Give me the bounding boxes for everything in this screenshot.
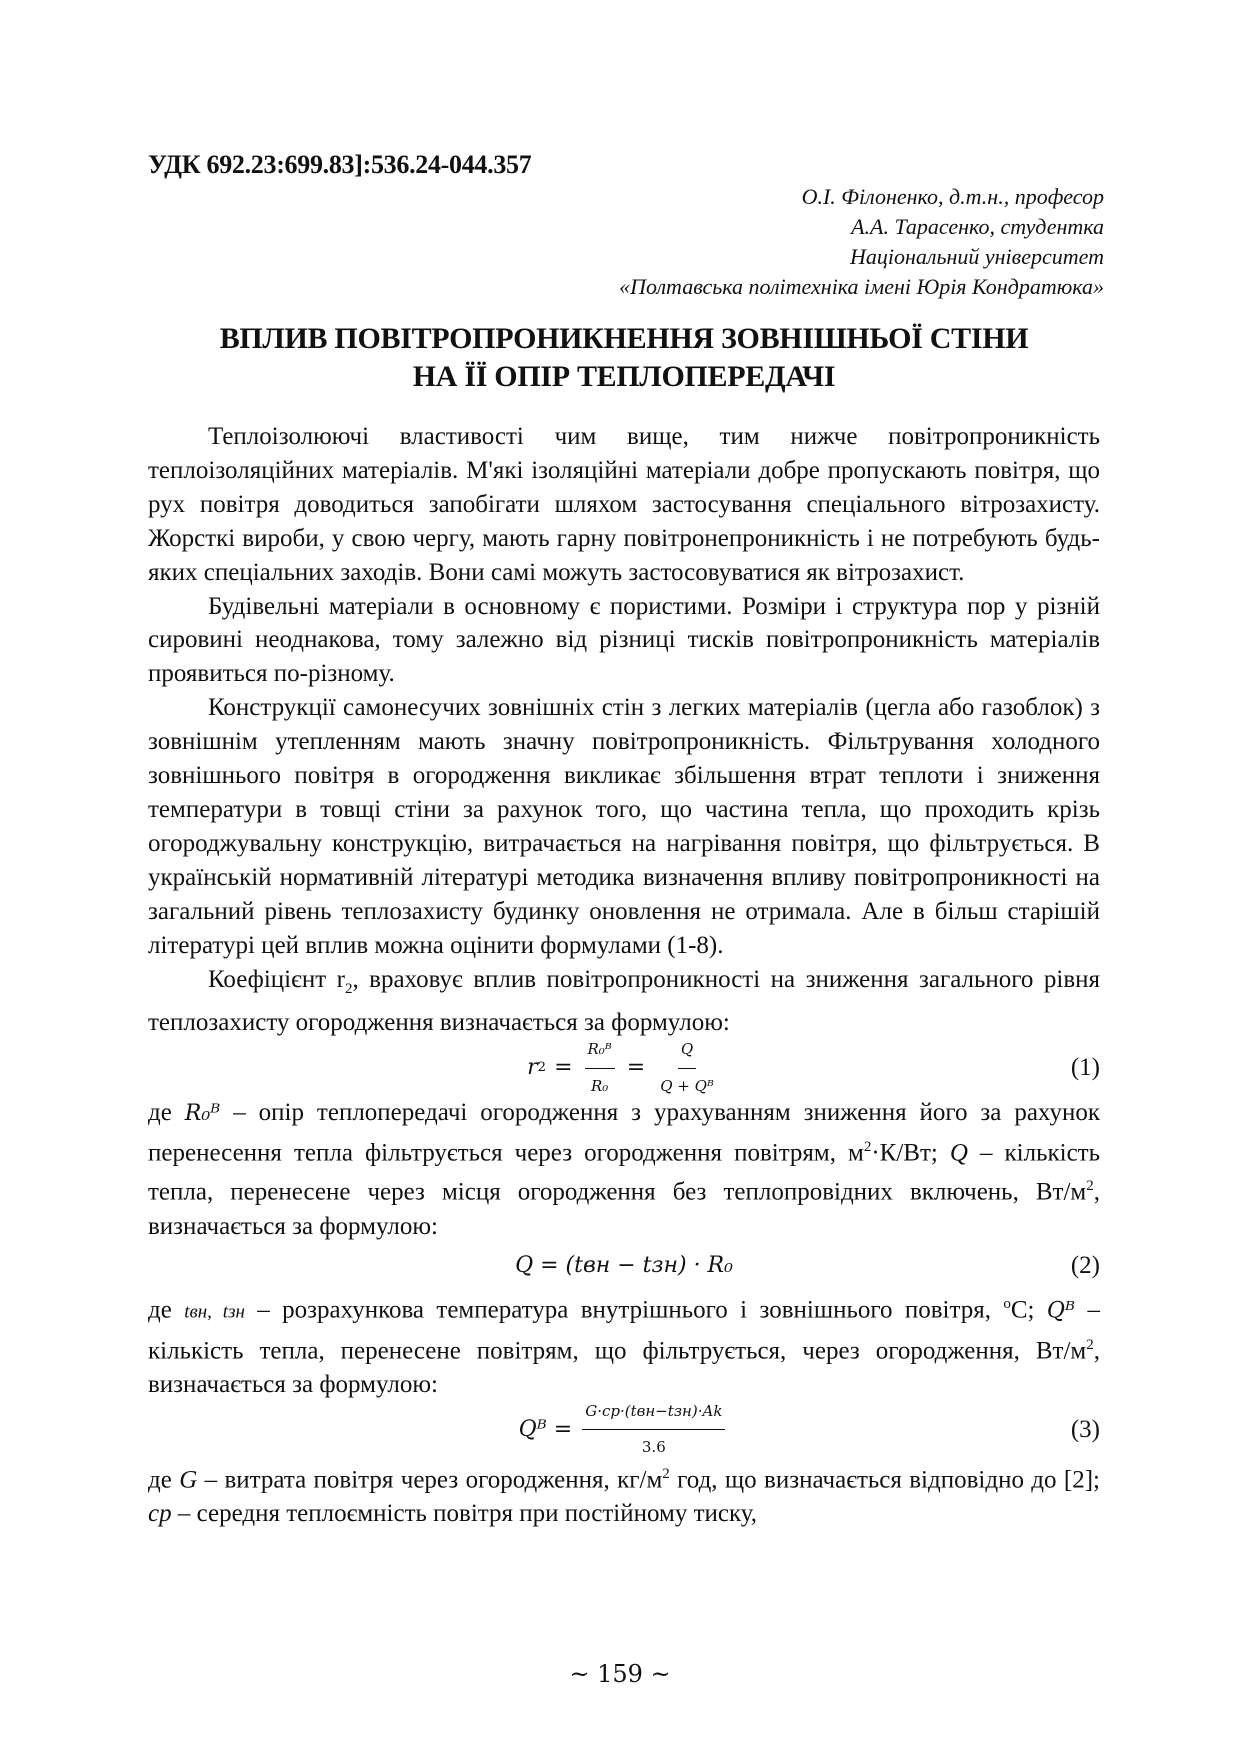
formula-subscript: 2 <box>537 1060 547 1076</box>
formula-number: (3) <box>1070 1416 1100 1444</box>
text: – середня теплоємність повітря при постійному тиску, <box>171 1500 758 1528</box>
formula-number: (1) <box>1070 1054 1100 1082</box>
author-2: А.А. Тарасенко, студентка <box>851 214 1104 239</box>
text: – опір теплопередачі огородження з урахуванням зниження його за рахунок перенесення тепла фільтрується через огородження повітрям, м <box>148 1099 1100 1167</box>
text: де <box>148 1295 185 1323</box>
fraction-2 <box>657 1033 717 1104</box>
paragraph-5 <box>148 1096 1100 1243</box>
paragraph-3: Конструкції самонесучих зовнішніх стін з легких матеріалів (цегла або газоблок) з зовнішнім утепленням мають значну повітропроникність. Фільтрування холодного зовнішнього повітря в огородження викликає збільшення втрат теплоти і зниження температури в товщі стіни за рахунок того, що частина тепла, що проходить крізь огороджувальну конструкцію, витрачається на нагрівання повітря, що фільтрується. В українській нормативній літературі методика визначення впливу повітропроникності на загальний рівень теплозахисту будинку оновлення не отримала. Але в більш старішій літературі цей вплив можна оцінити формулами (1-8). <box>148 694 1100 959</box>
text: – кількість тепла, перенесене повітрям, що фільтрується, через огородження, Вт/м <box>148 1295 1100 1365</box>
paragraph-7 <box>148 1458 1100 1531</box>
symbol: tвн, tзн <box>184 1300 245 1322</box>
formula-lhs: Qᴮ = <box>518 1417 573 1443</box>
text: год, що визначається відповідно до [2]; <box>669 1466 1100 1494</box>
superscript: 2 <box>1086 1336 1094 1353</box>
text: де <box>148 1099 185 1127</box>
text: С; <box>1010 1295 1047 1323</box>
denominator: R₀ <box>590 1076 609 1095</box>
formula-2 <box>148 1244 1100 1288</box>
authors-block <box>619 182 1104 302</box>
udk-code: УДК 692.23:699.83]:536.24-044.357 <box>148 150 532 179</box>
formula-number: (2) <box>1070 1251 1100 1279</box>
text: – кількість тепла, перенесене через місця огородження без теплопровідних включень, Вт/м <box>148 1139 1101 1206</box>
affiliation-2: «Полтавська політехніка імені Юрія Кондратюка» <box>619 274 1104 299</box>
denominator: Q + Qᴮ <box>660 1076 714 1095</box>
text: ·К/Вт; <box>871 1139 950 1167</box>
formula-symbol: r <box>527 1055 538 1081</box>
numerator: R₀ᴮ <box>585 1033 615 1069</box>
text: – витрата повітря через огородження, кг/м <box>197 1466 663 1494</box>
superscript: 2 <box>662 1465 670 1482</box>
text: – розрахункова температура внутрішнього і зовнішнього повітря, <box>244 1295 1004 1323</box>
title-line-1: ВПЛИВ ПОВІТРОПРОНИКНЕННЯ ЗОВНІШНЬОЇ СТІНИ <box>219 322 1029 355</box>
page-number: ~ 159 ~ <box>569 1660 671 1688</box>
symbol: R₀ᴮ <box>184 1101 221 1127</box>
denominator: 3.6 <box>641 1438 666 1457</box>
subscript: 2 <box>344 980 353 997</box>
symbol: cp <box>148 1500 172 1528</box>
paper-title <box>148 320 1100 396</box>
paragraph-6 <box>148 1288 1100 1402</box>
text: , враховує вплив повітропроникності на зниження загального рівня теплозахисту огородження визначається за формулою: <box>148 965 1100 1037</box>
formula-expression: Q = (tвн − tзн) · R₀ <box>515 1252 733 1278</box>
numerator: G·cp·(tвн−tзн)·Ak <box>582 1395 725 1431</box>
affiliation-1: Національний університет <box>849 244 1104 269</box>
symbol: Q <box>949 1139 968 1167</box>
equals-sign: = <box>554 1055 573 1081</box>
formula-3 <box>148 1402 1100 1458</box>
symbol: G <box>179 1466 198 1494</box>
numerator: Q <box>678 1033 696 1069</box>
text: Коефіцієнт r <box>208 965 345 993</box>
fraction-1 <box>585 1033 615 1104</box>
text: , визначається за формулою: <box>148 1337 1100 1399</box>
paragraph-2: Будівельні матеріали в основному є пористими. Розміри і структура пор у різній сировині неоднакова, тому залежно від різниці тисків повітропроникність матеріалів проявиться по-різному. <box>148 592 1100 688</box>
superscript: 2 <box>1086 1178 1094 1195</box>
symbol: Qᴮ <box>1046 1297 1076 1323</box>
text: , визначається за формулою: <box>148 1178 1100 1240</box>
title-line-2: НА ЇЇ ОПІР ТЕПЛОПЕРЕДАЧІ <box>412 360 836 393</box>
formula-1 <box>148 1040 1100 1096</box>
text: де <box>148 1466 180 1494</box>
paragraph-1: Теплоізолюючі властивості чим вище, тим нижче повітропроникність теплоізоляційних матеріалів. М'які ізоляційні матеріали добре пропускають повітря, що рух повітря доводиться запобігати шляхом застосування спеціального вітрозахисту. Жорсткі вироби, у свою чергу, мають гарну повітронепроникність і не потребують будь-яких спеціальних заходів. Вони самі можуть застосовуватися як вітрозахист. <box>148 423 1100 586</box>
body-text <box>148 420 1100 1531</box>
superscript: 2 <box>863 1139 872 1156</box>
degree-sign: о <box>1003 1295 1011 1312</box>
equals-sign: = <box>626 1055 646 1081</box>
author-1: О.І. Філоненко, д.т.н., професор <box>801 184 1104 209</box>
paragraph-4 <box>148 963 1100 1041</box>
fraction <box>582 1395 725 1466</box>
